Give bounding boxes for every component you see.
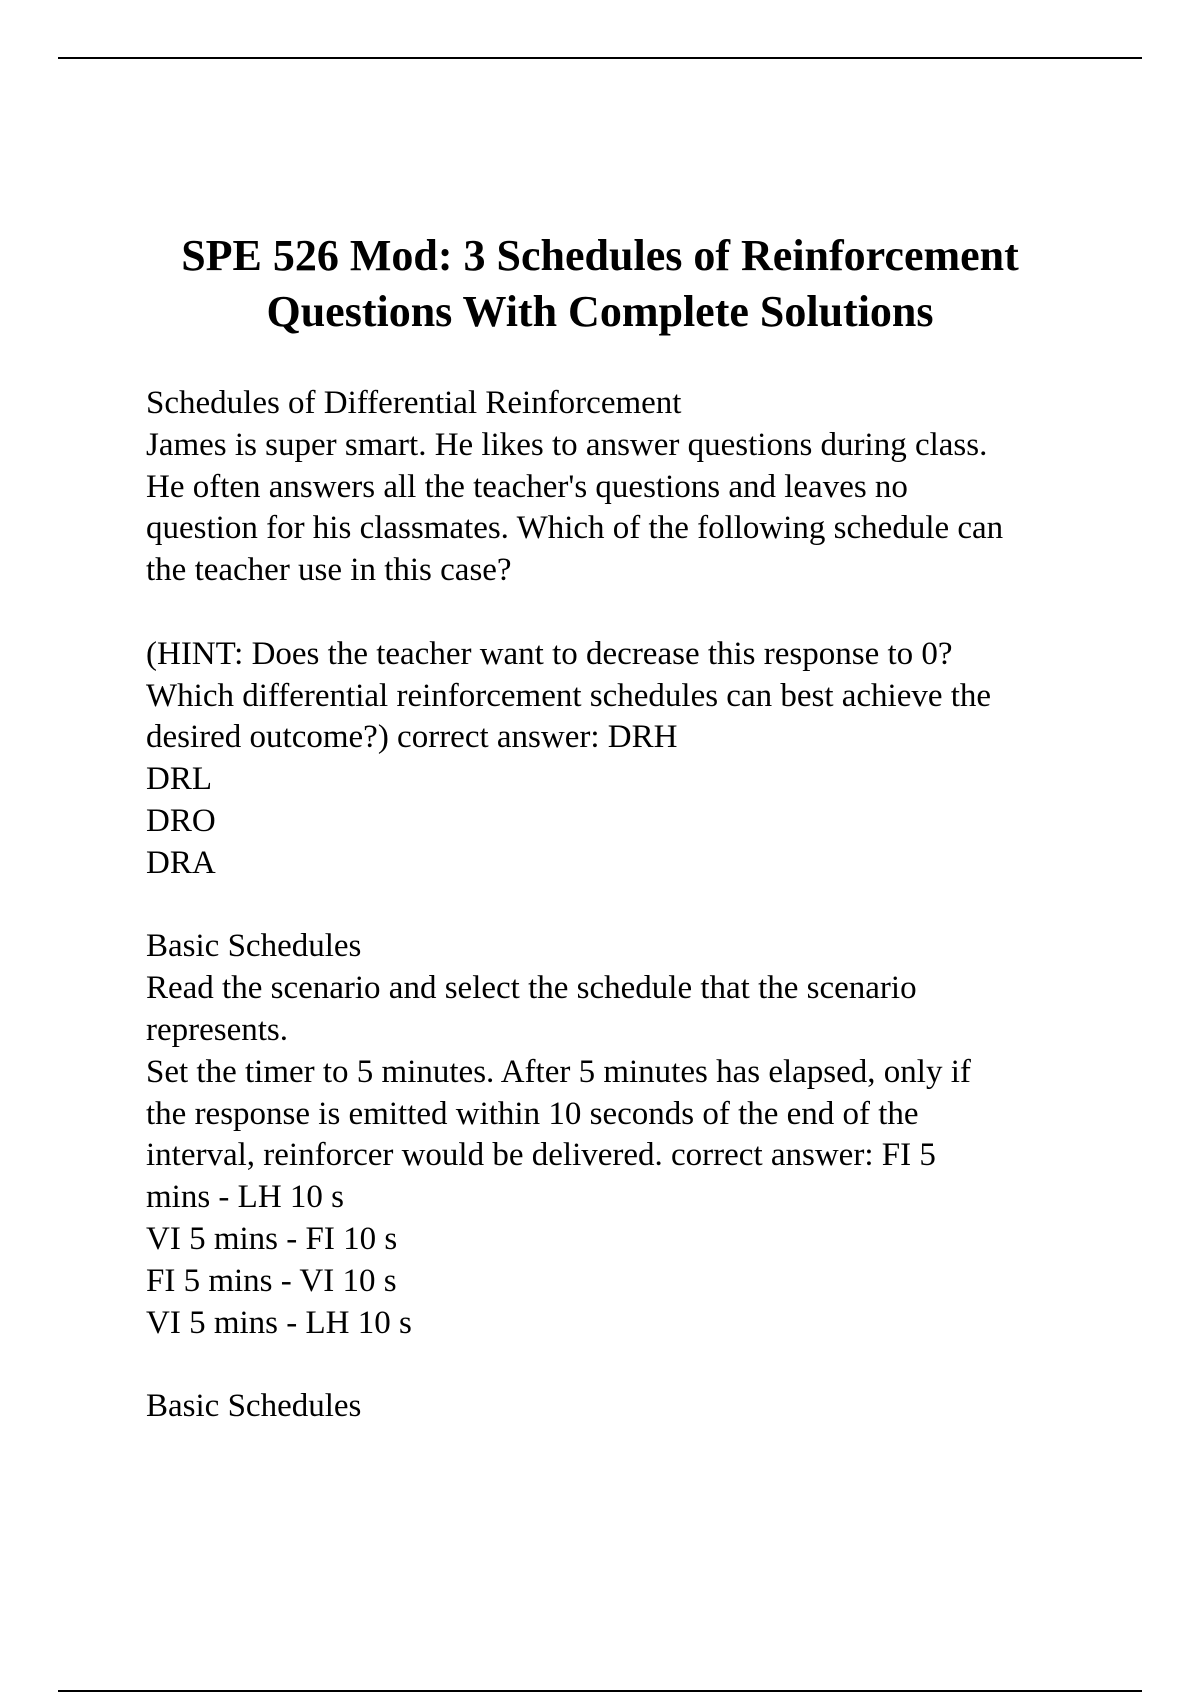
question-text-line: interval, reinforcer would be delivered. correct answer: FI 5 bbox=[146, 1137, 936, 1174]
question-text-line: the teacher use in this case? bbox=[146, 552, 512, 589]
document-body bbox=[146, 383, 1106, 1428]
answer-option: DRO bbox=[146, 802, 216, 839]
question-text-line: the response is emitted within 10 seconds of the end of the bbox=[146, 1095, 919, 1132]
title-line-1: SPE 526 Mod: 3 Schedules of Reinforcement bbox=[181, 231, 1019, 280]
question-text-line: James is super smart. He likes to answer questions during class. bbox=[146, 426, 988, 463]
question-heading: Basic Schedules bbox=[146, 928, 362, 965]
question-text-line: He often answers all the teacher's questions and leaves no bbox=[146, 468, 908, 505]
top-rule bbox=[58, 57, 1142, 59]
question-text-line: question for his classmates. Which of the following schedule can bbox=[146, 510, 1004, 547]
answer-option: VI 5 mins - LH 10 s bbox=[146, 1304, 412, 1341]
answer-option: VI 5 mins - FI 10 s bbox=[146, 1220, 398, 1257]
question-1 bbox=[146, 383, 1106, 885]
question-text-line: Read the scenario and select the schedule that the scenario bbox=[146, 970, 917, 1007]
document-title bbox=[58, 228, 1142, 340]
question-heading: Schedules of Differential Reinforcement bbox=[146, 385, 682, 421]
title-line-2: Questions With Complete Solutions bbox=[266, 287, 934, 336]
paragraph-gap bbox=[146, 885, 1106, 927]
hint-text-line: (HINT: Does the teacher want to decrease this response to 0? bbox=[146, 635, 953, 672]
question-text-line: represents. bbox=[146, 1011, 289, 1048]
question-2 bbox=[146, 926, 1106, 1344]
answer-option: DRA bbox=[146, 844, 216, 881]
hint-text-line: Which differential reinforcement schedules can best achieve the bbox=[146, 677, 992, 714]
question-text-line: Set the timer to 5 minutes. After 5 minutes has elapsed, only if bbox=[146, 1053, 971, 1090]
question-heading: Basic Schedules bbox=[146, 1388, 362, 1425]
bottom-rule bbox=[58, 1690, 1142, 1692]
question-text-line: mins - LH 10 s bbox=[146, 1179, 344, 1216]
answer-option: DRL bbox=[146, 761, 212, 798]
question-3 bbox=[146, 1386, 1106, 1428]
paragraph-gap bbox=[146, 1344, 1106, 1386]
hint-answer-line: desired outcome?) correct answer: DRH bbox=[146, 719, 678, 756]
answer-option: FI 5 mins - VI 10 s bbox=[146, 1262, 397, 1299]
paragraph-gap bbox=[146, 592, 1106, 634]
